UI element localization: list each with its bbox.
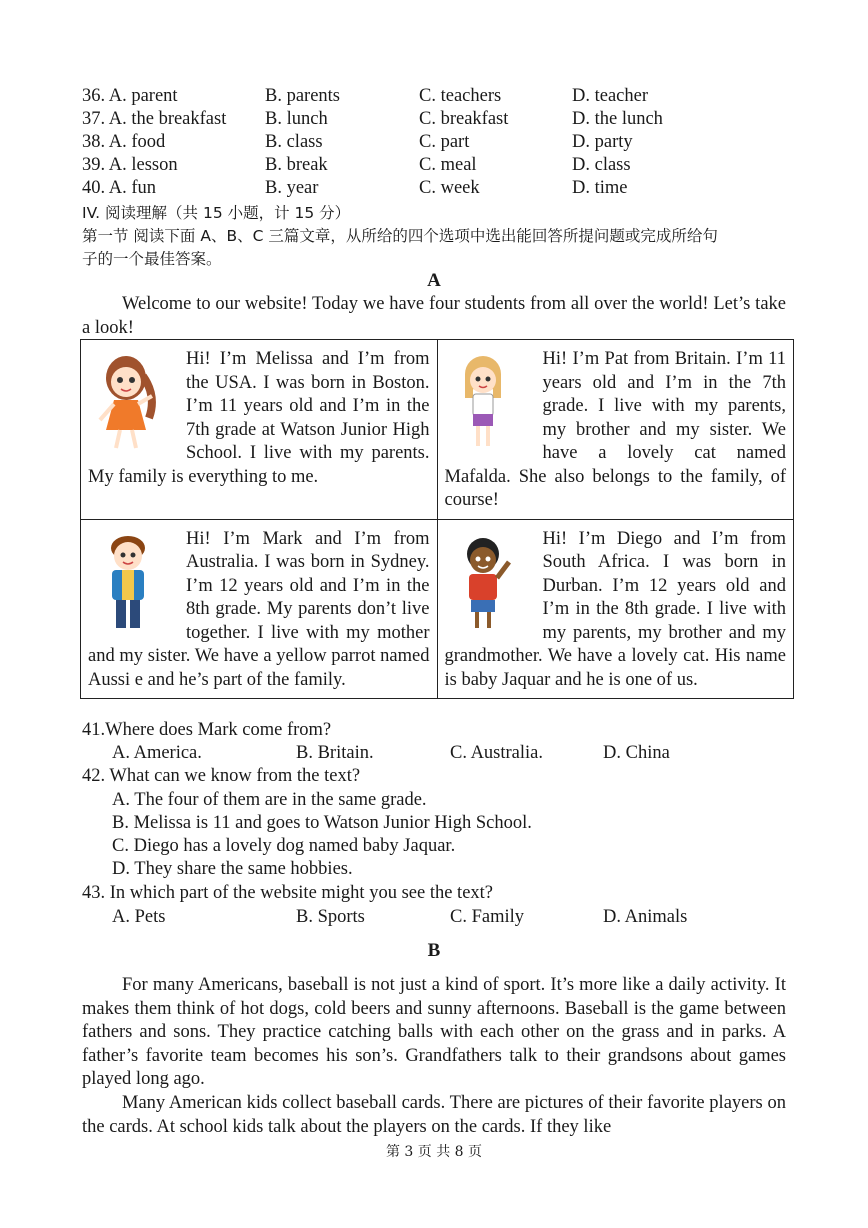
section-instruction-line1: 第一节 阅读下面 A、B、C 三篇文章，从所给的四个选项中选出能回答所提问题或完成所给句 bbox=[82, 227, 718, 245]
passage-a-intro-text: Welcome to our website! Today we have four students from all over the world! Let’s take a look! bbox=[82, 294, 786, 338]
q41-option-b: B. Britain. bbox=[296, 743, 374, 763]
passage-b-p2-text: Many American kids collect baseball cards. There are pictures of their favorite players on the cards. At school kids talk about the players on the cards. If they like bbox=[82, 1093, 786, 1137]
q43-option-d: D. Animals bbox=[603, 907, 688, 927]
q43-option-b: B. Sports bbox=[296, 907, 365, 927]
option-36-c: C. teachers bbox=[419, 86, 502, 106]
passage-b-title: B bbox=[427, 940, 441, 961]
option-38-c: C. part bbox=[419, 132, 470, 152]
section-heading: IV. 阅读理解（共 15 小题，计 15 分） bbox=[82, 204, 351, 222]
option-39-d: D. class bbox=[572, 155, 631, 175]
option-36-a: 36. A. parent bbox=[82, 86, 178, 106]
page-footer: 第 3 页 共 8 页 bbox=[385, 1144, 483, 1160]
section-instruction-line2: 子的一个最佳答案。 bbox=[82, 250, 222, 268]
q41-option-a: A. America. bbox=[112, 743, 202, 763]
q42-option-a: A. The four of them are in the same grade. bbox=[112, 790, 427, 810]
profile-diego-text: Hi! I’m Diego and I’m from South Africa. I was born in Durban. I’m 12 years old and I’m in the 8th grade. I live with my parents, my brother and my grandmother. We have a lovely cat. His name is baby Jaquar and he is one of us. bbox=[444, 528, 786, 690]
option-40-d: D. time bbox=[572, 178, 628, 198]
option-38-d: D. party bbox=[572, 132, 633, 152]
option-37-c: C. breakfast bbox=[419, 109, 509, 129]
question-41: 41.Where does Mark come from? bbox=[82, 720, 332, 740]
profile-pat-text: Hi! I’m Pat from Britain. I’m 11 years old and I’m in the 7th grade. I live with my parents, my brother and my sister. We have a lovely cat named Mafalda. She also belongs to the family, of course! bbox=[444, 349, 786, 510]
option-37-b: B. lunch bbox=[265, 109, 328, 129]
passage-a-intro bbox=[82, 293, 786, 340]
option-37-d: D. the lunch bbox=[572, 109, 663, 129]
option-38-b: B. class bbox=[265, 132, 323, 152]
option-38-a: 38. A. food bbox=[82, 132, 166, 152]
profile-pat bbox=[437, 340, 794, 520]
option-36-d: D. teacher bbox=[572, 86, 649, 106]
option-39-b: B. break bbox=[265, 155, 328, 175]
question-42: 42. What can we know from the text? bbox=[82, 766, 361, 786]
q43-option-a: A. Pets bbox=[112, 907, 166, 927]
option-40-c: C. week bbox=[419, 178, 480, 198]
passage-a-title: A bbox=[427, 270, 441, 291]
option-37-a: 37. A. the breakfast bbox=[82, 109, 227, 129]
q42-option-b: B. Melissa is 11 and goes to Watson Junior High School. bbox=[112, 813, 532, 833]
girl-melissa-illustration bbox=[88, 348, 180, 458]
q41-option-d: D. China bbox=[603, 743, 670, 763]
option-40-a: 40. A. fun bbox=[82, 178, 156, 198]
profile-melissa-text: Hi! I’m Melissa and I’m from the USA. I was born in Boston. I’m 11 years old and I’m in the 7th grade at Watson Junior High School. I live with my parents. My family is everything to me. bbox=[88, 349, 430, 487]
profile-mark-text: Hi! I’m Mark and I’m from Australia. I was born in Sydney. I’m 12 years old and I’m in the 8th grade. My parents don’t live together. I live with my mother and my sister. We have a yellow parrot named Aussi e and he’s part of the family. bbox=[88, 528, 430, 690]
passage-b-paragraph-1 bbox=[82, 974, 786, 1092]
q42-option-c: C. Diego has a lovely dog named baby Jaquar. bbox=[112, 836, 456, 856]
option-39-c: C. meal bbox=[419, 155, 477, 175]
option-40-b: B. year bbox=[265, 178, 319, 198]
profile-diego bbox=[437, 519, 794, 699]
boy-mark-illustration bbox=[88, 528, 180, 638]
option-36-b: B. parents bbox=[265, 86, 341, 106]
girl-pat-illustration bbox=[445, 348, 537, 458]
question-43: 43. In which part of the website might you see the text? bbox=[82, 883, 494, 903]
boy-diego-illustration bbox=[445, 528, 537, 638]
q42-option-d: D. They share the same hobbies. bbox=[112, 859, 353, 879]
q43-option-c: C. Family bbox=[450, 907, 525, 927]
q41-option-c: C. Australia. bbox=[450, 743, 544, 763]
profile-melissa bbox=[81, 340, 438, 520]
option-39-a: 39. A. lesson bbox=[82, 155, 178, 175]
student-profiles-table bbox=[80, 339, 794, 699]
passage-b-paragraph-2 bbox=[82, 1092, 786, 1139]
profile-mark bbox=[81, 519, 438, 699]
passage-b-p1-text: For many Americans, baseball is not just a kind of sport. It’s more like a daily activity. It makes them think of hot dogs, cold beers and sunny afternoons. Baseball is the game between fathers and sons. They practice catching balls with each other on the grass and in parks. A father’s favorite team becomes his son’s. Grandfathers talk to their grandsons about games played long ago. bbox=[82, 975, 786, 1089]
